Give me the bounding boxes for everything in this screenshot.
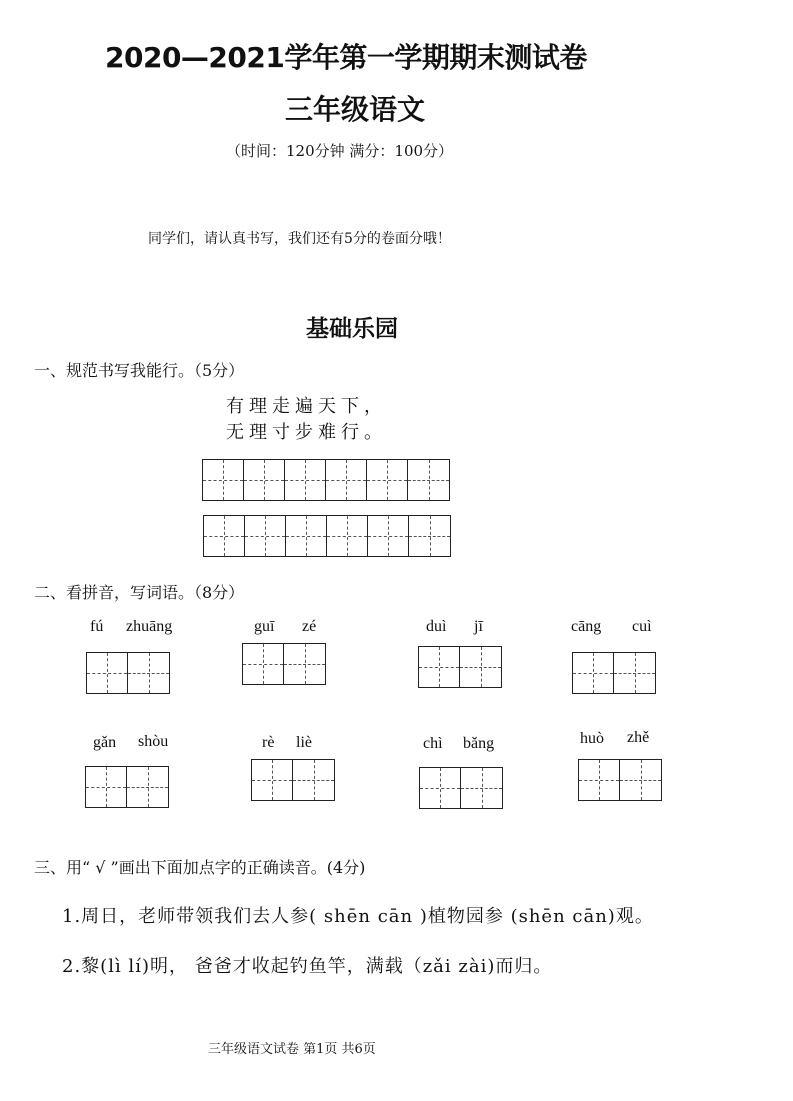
q1-poem-line-2: 无理寸步难行。 bbox=[226, 422, 387, 443]
q1-title: 一、规范书写我能行。（5分） bbox=[34, 361, 245, 380]
q2-grid-1[interactable] bbox=[86, 652, 170, 694]
q3-line-1: 1.周日，老师带领我们去人参( shēn cān )植物园参 (shēn cān)观。 bbox=[62, 906, 654, 927]
pinyin: jī bbox=[474, 618, 483, 635]
grid-cell[interactable] bbox=[573, 653, 614, 693]
grid-cell[interactable] bbox=[244, 460, 285, 500]
q2-grid-5[interactable] bbox=[85, 766, 169, 808]
pinyin: cuì bbox=[632, 618, 652, 635]
q2-grid-7[interactable] bbox=[419, 767, 503, 809]
pinyin: gǎn bbox=[93, 734, 117, 751]
q2-grid-3[interactable] bbox=[418, 646, 502, 688]
grid-cell[interactable] bbox=[409, 516, 450, 556]
grid-cell[interactable] bbox=[367, 460, 408, 500]
pinyin: rè bbox=[262, 734, 275, 751]
time-info: （时间：120分钟 满分：100分） bbox=[226, 142, 454, 160]
pinyin: shòu bbox=[138, 733, 169, 750]
grid-cell[interactable] bbox=[620, 760, 661, 800]
section-title: 基础乐园 bbox=[306, 316, 398, 342]
pinyin: huò bbox=[580, 730, 604, 747]
grid-cell[interactable] bbox=[243, 644, 284, 684]
q1-writing-grid-1[interactable] bbox=[202, 459, 450, 501]
pinyin: zé bbox=[302, 618, 317, 635]
grid-cell[interactable] bbox=[460, 647, 501, 687]
grid-cell[interactable] bbox=[461, 768, 502, 808]
grid-cell[interactable] bbox=[408, 460, 449, 500]
grid-cell[interactable] bbox=[579, 760, 620, 800]
pinyin: chì bbox=[423, 735, 443, 752]
q2-grid-6[interactable] bbox=[251, 759, 335, 801]
grid-cell[interactable] bbox=[204, 516, 245, 556]
pinyin: zhě bbox=[627, 729, 650, 746]
pinyin: cāng bbox=[571, 618, 602, 635]
pinyin: fú bbox=[90, 618, 104, 635]
q2-grid-2[interactable] bbox=[242, 643, 326, 685]
notice-text: 同学们，请认真书写，我们还有5分的卷面分哦！ bbox=[148, 231, 451, 247]
exam-subtitle: 三年级语文 bbox=[285, 93, 426, 126]
q2-title: 二、看拼音，写词语。（8分） bbox=[34, 583, 245, 602]
grid-cell[interactable] bbox=[252, 760, 293, 800]
pinyin: liè bbox=[296, 734, 312, 751]
q2-grid-4[interactable] bbox=[572, 652, 656, 694]
grid-cell[interactable] bbox=[326, 460, 367, 500]
grid-cell[interactable] bbox=[127, 767, 168, 807]
grid-cell[interactable] bbox=[86, 767, 127, 807]
grid-cell[interactable] bbox=[284, 644, 325, 684]
pinyin: duì bbox=[426, 618, 447, 635]
grid-cell[interactable] bbox=[285, 460, 326, 500]
pinyin: bǎng bbox=[463, 735, 495, 752]
grid-cell[interactable] bbox=[420, 768, 461, 808]
grid-cell[interactable] bbox=[293, 760, 334, 800]
pinyin: zhuāng bbox=[126, 618, 173, 635]
q1-writing-grid-2[interactable] bbox=[203, 515, 451, 557]
grid-cell[interactable] bbox=[327, 516, 368, 556]
grid-cell[interactable] bbox=[203, 460, 244, 500]
grid-cell[interactable] bbox=[128, 653, 169, 693]
q2-grid-8[interactable] bbox=[578, 759, 662, 801]
grid-cell[interactable] bbox=[419, 647, 460, 687]
grid-cell[interactable] bbox=[245, 516, 286, 556]
grid-cell[interactable] bbox=[87, 653, 128, 693]
grid-cell[interactable] bbox=[286, 516, 327, 556]
exam-title: 2020—2021学年第一学期期末测试卷 bbox=[105, 41, 587, 74]
grid-cell[interactable] bbox=[368, 516, 409, 556]
q3-line-2: 2.黎(lì lí)明， 爸爸才收起钓鱼竿，满载（zǎi zài)而归。 bbox=[62, 956, 553, 977]
q3-title: 三、用“ √ ”画出下面加点字的正确读音。(4分) bbox=[34, 858, 366, 877]
pinyin: guī bbox=[254, 618, 275, 635]
grid-cell[interactable] bbox=[614, 653, 655, 693]
q1-poem-line-1: 有理走遍天下， bbox=[226, 396, 387, 417]
page-footer: 三年级语文试卷 第1页 共6页 bbox=[208, 1042, 376, 1057]
